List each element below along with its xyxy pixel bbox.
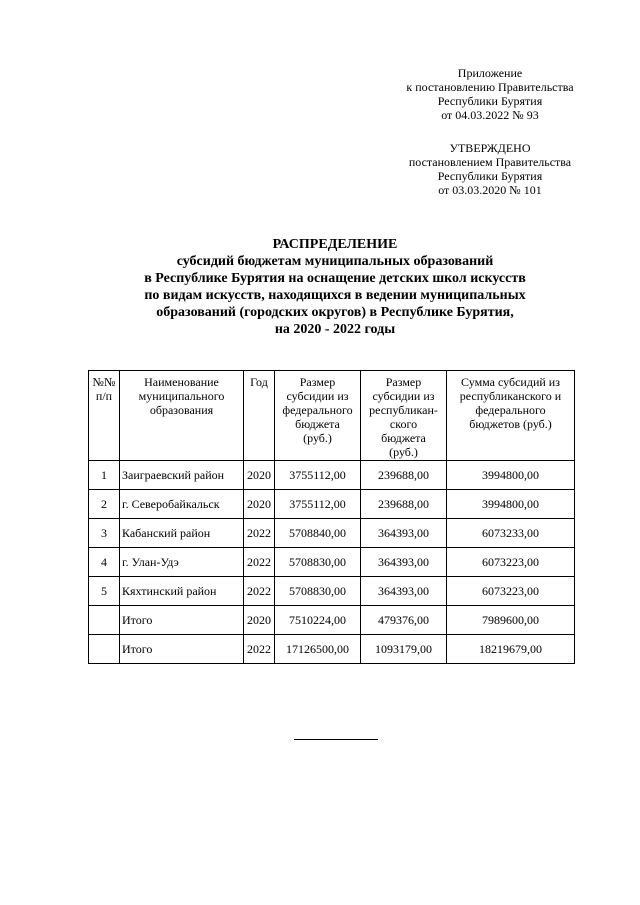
appendix-line: от 04.03.2022 № 93 <box>441 108 539 122</box>
table-header-row <box>89 371 575 461</box>
table-row <box>89 577 575 606</box>
cell-municipality: Итого <box>120 606 244 635</box>
header-text-line: бюджета <box>381 431 426 445</box>
cell-republican: 364393,00 <box>361 548 447 577</box>
cell-total: 3994800,00 <box>447 490 575 519</box>
title-line: в Республике Бурятия на оснащение детских школ искусств <box>144 271 526 286</box>
appendix-block <box>380 66 600 122</box>
header-text-line: Сумма субсидий из <box>461 375 560 389</box>
cell-federal: 3755112,00 <box>275 490 361 519</box>
cell-number <box>89 635 120 664</box>
appendix-line: Республики Бурятия <box>437 94 543 108</box>
header-text-line: бюджета <box>295 417 340 431</box>
cell-total: 3994800,00 <box>447 461 575 490</box>
appendix-line: Приложение <box>457 66 523 80</box>
header-col-number <box>89 371 120 461</box>
cell-number <box>89 606 120 635</box>
header-text-line: федерального <box>475 403 546 417</box>
cell-municipality: г. Улан-Удэ <box>120 548 244 577</box>
header-col-municipality <box>120 371 244 461</box>
table-row <box>89 548 575 577</box>
approved-line: Республики Бурятия <box>437 169 543 183</box>
cell-republican: 364393,00 <box>361 577 447 606</box>
header-text-line: республикан- <box>369 403 438 417</box>
header-text-line: Размер <box>385 375 422 389</box>
cell-total: 6073223,00 <box>447 577 575 606</box>
cell-year: 2020 <box>244 606 275 635</box>
table-row <box>89 635 575 664</box>
table-row <box>89 461 575 490</box>
cell-number: 3 <box>89 519 120 548</box>
header-text-line: №№ <box>92 375 116 389</box>
cell-number: 1 <box>89 461 120 490</box>
title-line: на 2020 - 2022 годы <box>274 322 396 337</box>
table-row <box>89 490 575 519</box>
approved-line: УТВЕРЖДЕНО <box>449 141 531 155</box>
table-row <box>89 519 575 548</box>
cell-year: 2022 <box>244 519 275 548</box>
header-text-line: бюджетов (руб.) <box>469 417 552 431</box>
cell-total: 6073233,00 <box>447 519 575 548</box>
cell-number: 5 <box>89 577 120 606</box>
cell-republican: 364393,00 <box>361 519 447 548</box>
appendix-line: к постановлению Правительства <box>406 80 574 94</box>
header-col-federal <box>275 371 361 461</box>
title-heading: РАСПРЕДЕЛЕНИЕ <box>272 237 398 252</box>
approved-line: постановлением Правительства <box>408 155 572 169</box>
header-text-line: Наименование <box>144 375 219 389</box>
cell-republican: 239688,00 <box>361 461 447 490</box>
document-title <box>60 236 610 338</box>
title-line: субсидий бюджетам муниципальных образований <box>176 254 494 269</box>
cell-total: 7989600,00 <box>447 606 575 635</box>
approved-block <box>380 141 600 197</box>
cell-year: 2022 <box>244 577 275 606</box>
cell-republican: 479376,00 <box>361 606 447 635</box>
header-text-line: муниципального <box>138 389 225 403</box>
cell-federal: 5708840,00 <box>275 519 361 548</box>
header-text-line: субсидии из <box>286 389 349 403</box>
cell-number: 2 <box>89 490 120 519</box>
header-text-line: Размер <box>299 375 336 389</box>
approved-line: от 03.03.2020 № 101 <box>438 183 542 197</box>
cell-year: 2020 <box>244 490 275 519</box>
cell-republican: 1093179,00 <box>361 635 447 664</box>
header-text-line: республиканского и <box>459 389 562 403</box>
table-body <box>89 461 575 664</box>
cell-total: 18219679,00 <box>447 635 575 664</box>
signature-divider <box>294 739 378 740</box>
cell-federal: 3755112,00 <box>275 461 361 490</box>
title-line: образований (городских округов) в Республике Бурятия, <box>156 305 514 320</box>
header-text-line: образования <box>149 403 214 417</box>
cell-federal: 7510224,00 <box>275 606 361 635</box>
header-text-line: субсидии из <box>372 389 435 403</box>
header-text-line: ского <box>389 417 418 431</box>
header-text-line: федерального <box>282 403 353 417</box>
header-text-line: Год <box>250 375 268 389</box>
header-text-line: (руб.) <box>303 431 332 445</box>
header-text-line: п/п <box>95 389 113 403</box>
cell-federal: 17126500,00 <box>275 635 361 664</box>
header-col-year <box>244 371 275 461</box>
header-col-total <box>447 371 575 461</box>
cell-year: 2020 <box>244 461 275 490</box>
cell-federal: 5708830,00 <box>275 577 361 606</box>
cell-municipality: Заиграевский район <box>120 461 244 490</box>
cell-republican: 239688,00 <box>361 490 447 519</box>
table-row <box>89 606 575 635</box>
cell-municipality: Итого <box>120 635 244 664</box>
distribution-table <box>88 370 575 664</box>
cell-municipality: Кяхтинский район <box>120 577 244 606</box>
title-line: по видам искусств, находящихся в ведении муниципальных <box>144 288 526 303</box>
cell-municipality: Кабанский район <box>120 519 244 548</box>
cell-municipality: г. Северобайкальск <box>120 490 244 519</box>
header-text-line: (руб.) <box>389 445 418 459</box>
cell-year: 2022 <box>244 635 275 664</box>
cell-year: 2022 <box>244 548 275 577</box>
cell-federal: 5708830,00 <box>275 548 361 577</box>
cell-total: 6073223,00 <box>447 548 575 577</box>
cell-number: 4 <box>89 548 120 577</box>
header-col-republican <box>361 371 447 461</box>
